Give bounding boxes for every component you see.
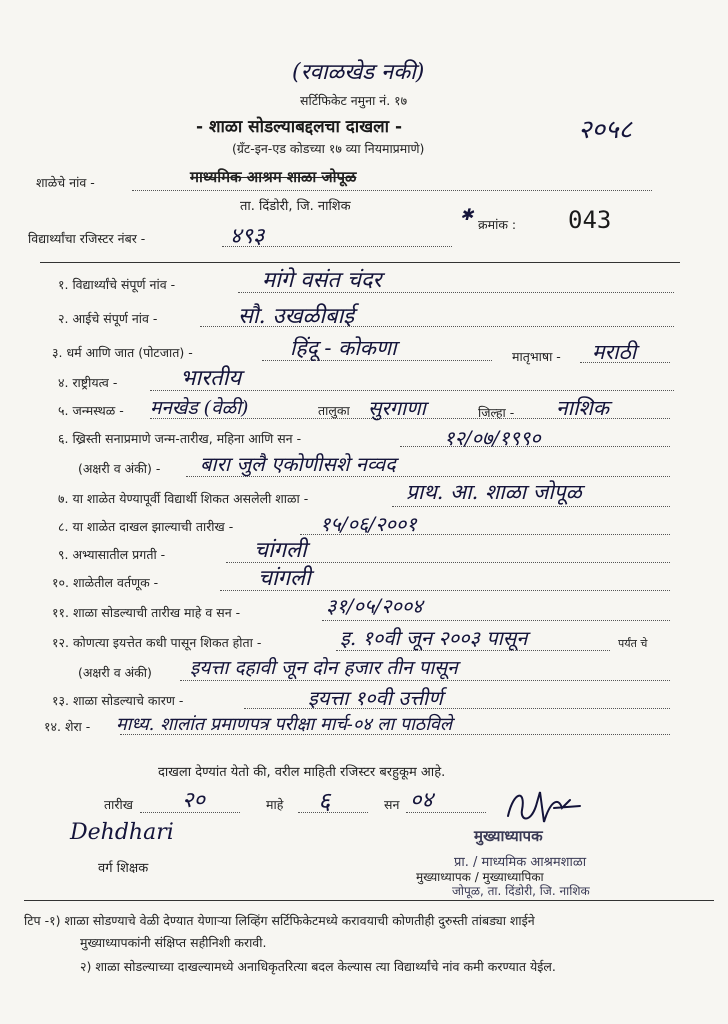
- field-6-words-label: (अक्षरी व अंकी) -: [78, 461, 161, 476]
- field-9-value: चांगली: [254, 538, 307, 563]
- year-label: सन: [384, 797, 400, 812]
- district-value: नाशिक: [556, 396, 609, 420]
- field-10-label: १०. शाळेतील वर्तणूक -: [52, 575, 159, 590]
- field-12-label: १२. कोणत्या इयत्तेत कधी पासून शिकत होता -: [52, 635, 262, 650]
- field-8-label: ८. या शाळेत दाखल झाल्याची तारीख -: [58, 519, 234, 534]
- field-1-value: मांगे वसंत चंदर: [262, 268, 382, 293]
- school-name-label: शाळेचे नांव -: [36, 175, 95, 190]
- field-9-label: ९. अभ्यासातील प्रगती -: [58, 547, 166, 562]
- date-label: तारीख: [104, 797, 133, 812]
- handwritten-star: ✱: [460, 205, 474, 224]
- field-6-words-value: बारा जुलै एकोणीसशे नव्वद: [200, 452, 396, 476]
- headmaster-label: मुख्याध्यापक / मुख्याध्यापिका: [416, 870, 544, 884]
- note-1-continuation: मुख्याध्यापकांनी संक्षिप्त सहीनिशी करावी.: [80, 935, 267, 950]
- document-subtitle: (ग्रँट-इन-एड कोडच्या १७ व्या नियमाप्रमाणे): [232, 141, 425, 156]
- document-title: - शाळा सोडल्याबद्दलचा दाखला -: [196, 117, 403, 137]
- note-1: टिप -१) शाळा सोडण्याचे वेळी देण्यात येणाऱ्या लिव्हिंग सर्टिफिकेटमध्ये करावयाची कोणतीही दुरुस्ती तांबड्या शाईने: [24, 913, 535, 928]
- field-12-value: इ. १०वी जून २००३ पासून: [340, 626, 528, 650]
- field-7-label: ७. या शाळेत येण्यापूर्वी विद्यार्थी शिकत असलेली शाळा -: [58, 491, 309, 506]
- field-11-label: ११. शाळा सोडल्याची तारीख माहे व सन -: [52, 605, 241, 620]
- principal-signature: [500, 786, 590, 830]
- field-5-label: ५. जन्मस्थळ -: [58, 403, 124, 418]
- field-13-label: १३. शाळा सोडल्याचे कारण -: [52, 693, 184, 708]
- stamp-line-1: प्रा. / माध्यमिक आश्रमशाळा: [454, 855, 587, 870]
- field-5-value: मनखेड (वेळी): [150, 397, 249, 419]
- field-6-label: ६. ख्रिस्ती सनाप्रमाणे जन्म-तारीख, महिना आणि सन -: [58, 431, 302, 446]
- field-12-tail: पर्यंत चे: [618, 637, 648, 650]
- date-value: २०: [182, 788, 205, 813]
- field-3-label: ३. धर्म आणि जात (पोटजात) -: [52, 345, 193, 360]
- month-value: ६: [318, 787, 331, 815]
- field-4-label: ४. राष्ट्रीयत्व -: [58, 375, 118, 390]
- field-10-value: चांगली: [258, 566, 311, 591]
- stamp-line-2: जोपूळ, ता. दिंडोरी, जि. नाशिक: [452, 884, 590, 898]
- field-12-words-label: (अक्षरी व अंकी): [78, 665, 152, 680]
- district-label: जिल्हा -: [478, 405, 515, 420]
- handwritten-code: २०५८: [578, 115, 633, 145]
- year-value: ०४: [410, 788, 433, 813]
- note-2: २) शाळा सोडल्याच्या दाखल्यामध्ये अनाधिकृतरित्या बदल केल्यास त्या विद्यार्थ्यांचे नांव कमी करण्यात येईल.: [80, 959, 556, 974]
- month-label: माहे: [266, 797, 284, 812]
- certificate-form-label: सर्टिफिकेट नमुना नं. १७: [300, 93, 408, 108]
- field-1-label: १. विद्यार्थ्यांचे संपूर्ण नांव -: [58, 277, 176, 292]
- field-2-value: सौ. उखळीबाई: [238, 304, 355, 329]
- field-14-label: १४. शेरा -: [44, 719, 91, 734]
- register-number-label: विद्यार्थ्यांचा रजिस्टर नंबर -: [28, 231, 146, 246]
- field-14-value: माध्य. शालांत प्रमाणपत्र परीक्षा मार्च-०४ ला पाठविले: [116, 714, 453, 735]
- school-place-value: ता. दिंडोरी, जि. नाशिक: [240, 199, 351, 214]
- field-11-value: ३१/०५/२००४: [326, 594, 423, 618]
- class-teacher-label: वर्ग शिक्षक: [98, 861, 149, 876]
- field-4-value: भारतीय: [180, 366, 242, 391]
- mother-tongue-label: मातृभाषा -: [512, 349, 561, 364]
- field-3-value: हिंदू - कोकणा: [290, 336, 397, 360]
- taluka-value: सुरगाणा: [368, 396, 426, 420]
- taluka-label: तालुका: [318, 403, 350, 418]
- mother-tongue-value: मराठी: [592, 340, 637, 364]
- handwritten-header-note: (रवाळखेड नकी): [292, 60, 425, 85]
- field-8-value: १५/०६/२००१: [320, 512, 417, 536]
- field-12-words-value: इयत्ता दहावी जून दोन हजार तीन पासून: [190, 657, 458, 679]
- school-name-value: माध्यमिक आश्रम शाळा जोपूळ: [190, 168, 357, 186]
- serial-number-value: 043: [568, 206, 612, 234]
- field-13-value: इयत्ता १०वी उत्तीर्ण: [308, 686, 443, 710]
- certification-statement: दाखला देण्यांत येतो की, वरील माहिती रजिस्टर बरहुकूम आहे.: [158, 765, 446, 780]
- stamp-title: मुख्याध्यापक: [474, 827, 543, 845]
- field-7-value: प्राथ. आ. शाळा जोपूळ: [406, 480, 582, 504]
- class-teacher-signature: Dehdhari: [70, 820, 174, 845]
- serial-number-label: क्रमांक :: [478, 217, 517, 232]
- field-6-value: १२/०७/१९९०: [444, 426, 541, 450]
- register-number-value: ४९३: [230, 224, 265, 249]
- field-2-label: २. आईचे संपूर्ण नांव -: [58, 311, 158, 326]
